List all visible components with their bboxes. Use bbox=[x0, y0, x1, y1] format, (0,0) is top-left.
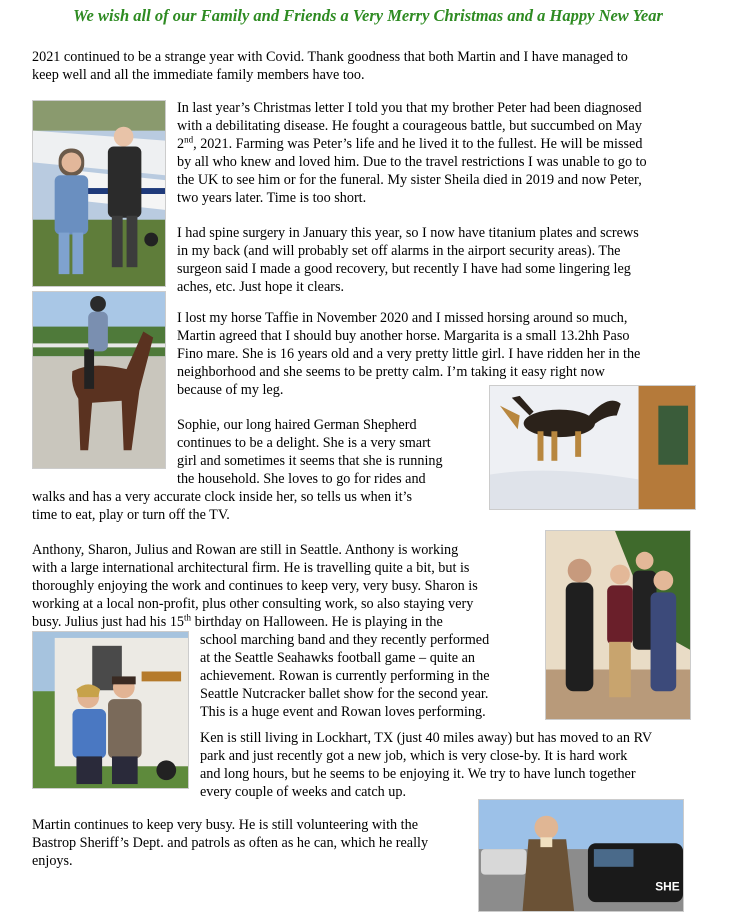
text-line: This is a huge event and Rowan loves performing. bbox=[200, 704, 486, 720]
text-line: the household. She loves to go for rides and bbox=[177, 471, 426, 487]
text-line: surgeon said I made a good recovery, but recently I have had some lingering leg bbox=[177, 261, 631, 277]
paragraph-anthony-cont bbox=[200, 631, 490, 721]
text-line: with a debilitating disease. He fought a courageous battle, but succumbed on May bbox=[177, 118, 642, 134]
text-line: by all who knew and loved him. Due to the travel restrictions I was unable to go to bbox=[177, 154, 647, 170]
text-line: working at a local non-profit, plus other consulting work, so also staying very bbox=[32, 596, 474, 612]
paragraph-peter bbox=[177, 99, 647, 207]
text-line: school marching band and they recently performed bbox=[200, 632, 490, 648]
photo-rider-horse bbox=[32, 291, 166, 469]
text-line: aches, etc. Just hope it clears. bbox=[177, 279, 345, 295]
text-line: Bastrop Sheriff’s Dept. and patrols as often as he can, which he really bbox=[32, 835, 429, 851]
text-line: at the Seattle Seahawks football game – quite an bbox=[200, 650, 475, 666]
text-line: thoroughly enjoying the work and continues to keep very, very busy. Sharon is bbox=[32, 578, 478, 594]
text-line: girl and sometimes it seems that she is running bbox=[177, 453, 443, 469]
text-line: the UK to see him or for the funeral. My sister Sheila died in 2019 and now Peter, bbox=[177, 172, 642, 188]
text-line: I had spine surgery in January this year, so I now have titanium plates and screws bbox=[177, 225, 639, 241]
text-line: Martin continues to keep very busy. He is still volunteering with the bbox=[32, 817, 419, 833]
photo-couple-airplane bbox=[32, 100, 166, 287]
paragraph-martin bbox=[32, 816, 428, 870]
paragraph-anthony bbox=[32, 541, 478, 631]
text-line: Martin agreed that I should buy another horse. Margarita is a small 13.2hh Paso bbox=[177, 328, 630, 344]
photo-dog-snow bbox=[489, 385, 696, 510]
text-line: and long hours, but he seems to be enjoying it. We try to have lunch together bbox=[200, 766, 636, 782]
text-line: enjoys. bbox=[32, 853, 73, 869]
text-line: Anthony, Sharon, Julius and Rowan are still in Seattle. Anthony is working bbox=[32, 542, 459, 558]
text-line: Fino mare. She is 16 years old and a very pretty little girl. I have ridden her in the bbox=[177, 346, 641, 362]
text-line: neighborhood and she seems to be pretty calm. I’m taking it easy right now bbox=[177, 364, 605, 380]
text-line: with a large international architectural firm. He is travelling quite a bit, but is bbox=[32, 560, 470, 576]
text-fragment: busy. Julius just had his 15 bbox=[32, 614, 185, 630]
letter-heading: We wish all of our Family and Friends a Very Merry Christmas and a Happy New Year bbox=[73, 6, 663, 25]
text-line: Sophie, our long haired German Shepherd bbox=[177, 417, 417, 433]
ordinal-suffix: th bbox=[184, 612, 192, 623]
paragraph-spine bbox=[177, 224, 639, 296]
photo-couple-rv bbox=[32, 631, 189, 789]
photo-family-christmas bbox=[545, 530, 691, 720]
text-line: keep well and all the immediate family members have too. bbox=[32, 67, 365, 83]
text-line: two years later. Time is too short. bbox=[177, 190, 367, 206]
text-line: because of my leg. bbox=[177, 382, 284, 398]
paragraph-covid bbox=[32, 48, 628, 84]
text-fragment: birthday on Halloween. He is playing in the bbox=[191, 614, 443, 630]
patrol-car-lettering: SHE bbox=[655, 879, 680, 894]
paragraph-ken bbox=[200, 729, 652, 801]
text-line: In last year’s Christmas letter I told you that my brother Peter had been diagnosed bbox=[177, 100, 642, 116]
text-line: 2021 continued to be a strange year with Covid. Thank goodness that both Martin and I have managed to bbox=[32, 49, 628, 65]
text-line: Ken is still living in Lockhart, TX (just 40 miles away) but has moved to an RV bbox=[200, 730, 653, 746]
ordinal-suffix: nd bbox=[184, 134, 194, 145]
text-line: time to eat, play or turn off the TV. bbox=[32, 507, 230, 523]
text-fragment: 2 bbox=[177, 136, 185, 152]
paragraph-sophie-end bbox=[32, 488, 412, 524]
text-line bbox=[32, 613, 478, 631]
text-line bbox=[177, 135, 647, 153]
text-line: Seattle Nutcracker ballet show for the second year. bbox=[200, 686, 489, 702]
text-line: in my back (and will probably set off alarms in the airport security areas). The bbox=[177, 243, 621, 259]
text-line: achievement. Rowan is currently performing in the bbox=[200, 668, 490, 684]
photo-sheriff-patrol bbox=[478, 799, 684, 912]
text-line: continues to be a delight. She is a very smart bbox=[177, 435, 431, 451]
paragraph-sophie-intro bbox=[177, 416, 443, 488]
text-line: every couple of weeks and catch up. bbox=[200, 784, 407, 800]
text-line: I lost my horse Taffie in November 2020 and I missed horsing around so much, bbox=[177, 310, 628, 326]
text-line: park and just recently got a new job, which is very close-by. It is hard work bbox=[200, 748, 628, 764]
text-line: walks and has a very accurate clock inside her, so tells us when it’s bbox=[32, 489, 413, 505]
text-fragment: , 2021. Farming was Peter’s life and he lived it to the fullest. He will be missed bbox=[193, 136, 643, 152]
